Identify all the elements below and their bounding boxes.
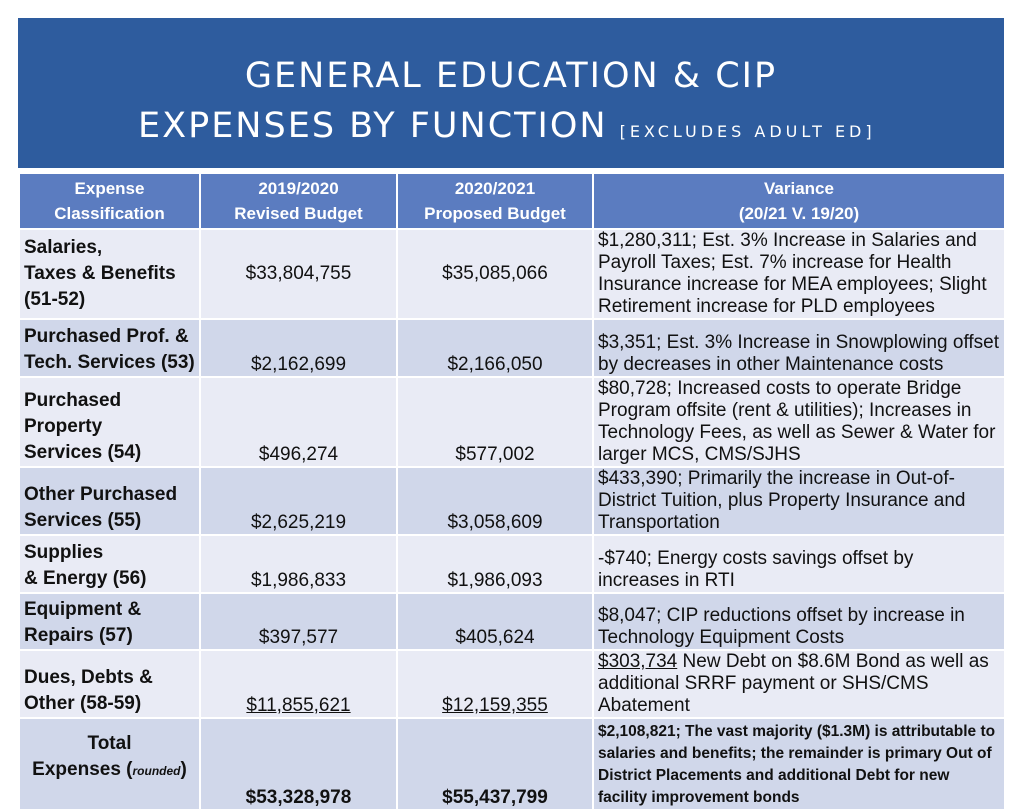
total-2019-cell: $53,328,978 — [200, 718, 397, 810]
table-row — [19, 319, 1005, 377]
header-row — [19, 173, 1005, 229]
header-variance: Variance (20/21 V. 19/20) — [593, 173, 1005, 229]
budget-2020-cell: $12,159,355 — [397, 650, 593, 718]
budget-2020-cell: $35,085,066 — [397, 229, 593, 319]
budget-2019-cell: $2,625,219 — [200, 467, 397, 535]
variance-cell: $303,734 New Debt on $8.6M Bond as well as additional SRRF payment or SHS/CMS Abatement — [593, 650, 1005, 718]
budget-2020-cell: $1,986,093 — [397, 535, 593, 593]
budget-2019-cell: $1,986,833 — [200, 535, 397, 593]
page-subtitle: [EXCLUDES ADULT ED] — [619, 122, 876, 141]
title-banner — [18, 18, 1004, 168]
page-title-line2 — [138, 106, 876, 152]
variance-cell: -$740; Energy costs savings offset by increases in RTI — [593, 535, 1005, 593]
table-row — [19, 593, 1005, 650]
variance-cell: $8,047; CIP reductions offset by increase in Technology Equipment Costs — [593, 593, 1005, 650]
classification-cell: Supplies & Energy (56) — [19, 535, 200, 593]
table-row — [19, 377, 1005, 467]
classification-cell: Salaries, Taxes & Benefits (51-52) — [19, 229, 200, 319]
budget-2019-cell: $2,162,699 — [200, 319, 397, 377]
total-label-cell: Total Expenses (rounded) — [19, 718, 200, 810]
classification-cell: Equipment & Repairs (57) — [19, 593, 200, 650]
classification-cell: Purchased Property Services (54) — [19, 377, 200, 467]
page-title-main: EXPENSES BY FUNCTION — [138, 106, 608, 146]
classification-cell: Dues, Debts & Other (58-59) — [19, 650, 200, 718]
header-2020-budget: 2020/2021 Proposed Budget — [397, 173, 593, 229]
budget-2020-cell: $2,166,050 — [397, 319, 593, 377]
budget-2020-cell: $3,058,609 — [397, 467, 593, 535]
table-row — [19, 650, 1005, 718]
variance-cell: $80,728; Increased costs to operate Bridge Program offsite (rent & utilities); Increases in Technology Fees, as well as Sewer & Water for larger MCS, CMS/SJHS — [593, 377, 1005, 467]
table-row — [19, 535, 1005, 593]
total-2020-cell: $55,437,799 — [397, 718, 593, 810]
classification-cell: Other Purchased Services (55) — [19, 467, 200, 535]
budget-2020-cell: $577,002 — [397, 377, 593, 467]
total-variance-cell: $2,108,821; The vast majority ($1.3M) is attributable to salaries and benefits; the remainder is primary Out of District Placements and additional Debt for new facility improvement bonds — [593, 718, 1005, 810]
header-classification: Expense Classification — [19, 173, 200, 229]
budget-2019-cell: $11,855,621 — [200, 650, 397, 718]
variance-cell: $3,351; Est. 3% Increase in Snowplowing offset by decreases in other Maintenance costs — [593, 319, 1005, 377]
budget-2020-cell: $405,624 — [397, 593, 593, 650]
total-row — [19, 718, 1005, 810]
page-title-line1: GENERAL EDUCATION & CIP — [244, 56, 778, 96]
header-2019-budget: 2019/2020 Revised Budget — [200, 173, 397, 229]
budget-2019-cell: $496,274 — [200, 377, 397, 467]
variance-cell: $1,280,311; Est. 3% Increase in Salaries and Payroll Taxes; Est. 7% increase for Health Insurance increase for MEA employees; Slight Retirement increase for PLD employees — [593, 229, 1005, 319]
table-row — [19, 467, 1005, 535]
classification-cell: Purchased Prof. & Tech. Services (53) — [19, 319, 200, 377]
expenses-table — [18, 172, 1006, 811]
variance-cell: $433,390; Primarily the increase in Out-of-District Tuition, plus Property Insurance and Transportation — [593, 467, 1005, 535]
table-row — [19, 229, 1005, 319]
budget-2019-cell: $397,577 — [200, 593, 397, 650]
budget-2019-cell: $33,804,755 — [200, 229, 397, 319]
variance-amount: $303,734 — [598, 651, 678, 672]
